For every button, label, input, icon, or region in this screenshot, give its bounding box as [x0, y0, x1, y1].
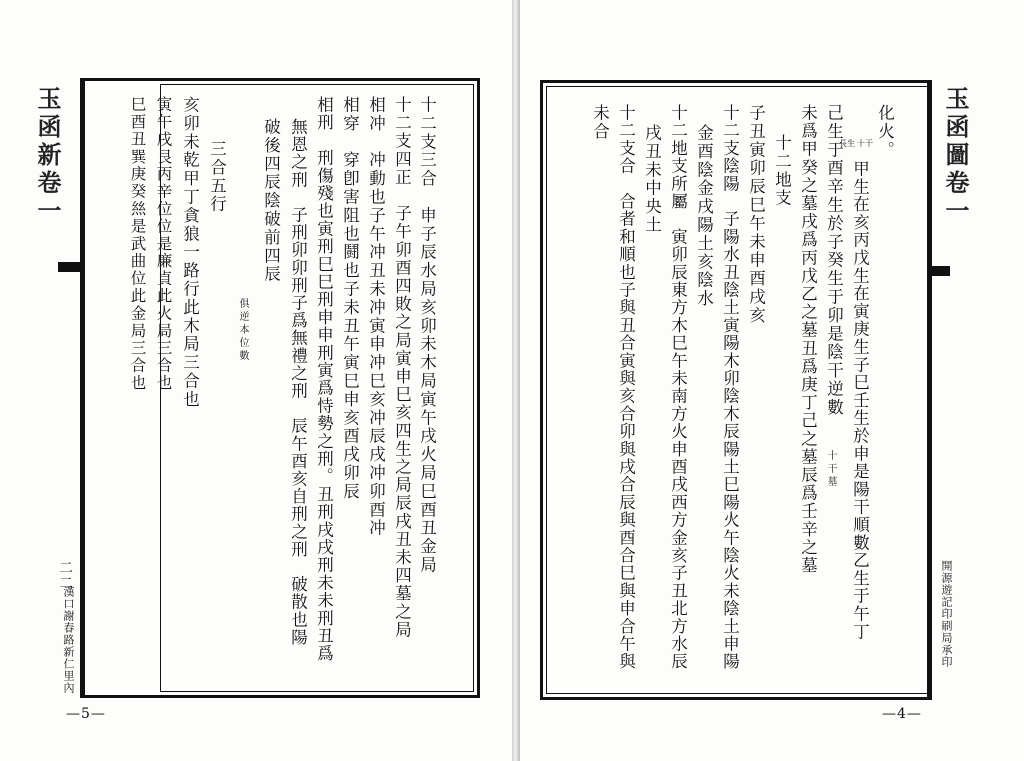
left-col-2: 十二支四正 子午卯酉四敗之局寅申巳亥四生之局辰戌丑未四墓之局: [392, 96, 412, 639]
left-col-11: 巳酉丑巽庚癸𢇁是武曲位此金局三合也: [128, 96, 147, 392]
left-col-5: 相刑 刑傷殘也寅刑巳巳刑申申刑寅爲恃勢之刑。丑刑戌戌刑未未刑丑爲: [314, 96, 334, 663]
left-col-4: 相穿 穿卽害阻也鬪也子未丑午寅巳申亥酉戌卯辰: [340, 96, 360, 501]
right-col-3: 己生于酉辛生於子癸生于卯是陰干逆數: [824, 104, 844, 417]
left-col-7-note: 俱逆本位數: [237, 298, 248, 363]
left-imprint: 漢口謝春路新仁里內: [62, 586, 75, 694]
left-spine-fishtail: [58, 262, 80, 272]
right-imprint: 開源遊記印刷局承印: [940, 560, 953, 668]
right-col-9: 十二地支所屬 寅卯辰東方木巳午未南方火申酉戌西方金亥子丑北方水辰: [668, 104, 688, 671]
right-col-5: 十二地支: [772, 134, 792, 208]
left-running-head: 玉函新卷一: [33, 86, 62, 226]
left-col-10: 寅午戌艮丙辛位位是廉貞此火局三合也: [154, 96, 173, 392]
right-col-2-note-bottom: 長生: [839, 139, 855, 148]
left-col-7: 破後四辰陰破前四辰: [261, 118, 281, 284]
right-col-10: 戌丑未中央土: [642, 124, 662, 235]
right-col-2: 甲生在亥丙戊生在寅庚生子巳壬生於申是陽干順數乙生于午丁: [850, 160, 870, 641]
left-col-3: 相冲 冲動也子午冲丑未冲寅申冲巳亥冲辰戌冲卯酉冲: [366, 96, 386, 538]
left-col-6: 無恩之刑 子刑卯卯刑子爲無禮之刑 辰午酉亥自刑之刑 破散也陽: [288, 118, 308, 646]
right-page-number: —4—: [882, 706, 922, 722]
left-col-8: 三合五行: [207, 140, 227, 214]
left-page-number: —5—: [66, 706, 106, 722]
left-spine-number: 二二: [57, 560, 73, 592]
left-spine-rule: [80, 78, 82, 698]
right-col-1: 化火。: [875, 104, 895, 160]
right-col-12: 未合: [590, 104, 610, 141]
right-col-6: 子丑寅卯辰巳午未申酉戌亥: [746, 104, 766, 325]
right-spine-rule: [930, 80, 932, 700]
right-col-2-note-top: 十干: [857, 139, 873, 148]
left-col-1: 十二支三合 申子辰水局亥卯未木局寅午戌火局巳酉丑金局: [417, 96, 437, 575]
right-spine-fishtail: [932, 266, 950, 276]
right-col-8: 金酉陰金戌陽土亥陰水: [694, 124, 714, 308]
right-page: [520, 0, 1024, 761]
right-col-11: 十二支合 合者和順也子與丑合寅與亥合卯與戌合辰與酉合巳與申合午與: [616, 104, 636, 671]
left-col-9: 亥卯未乾甲丁貪狼一路行此木局三合也: [180, 96, 200, 409]
right-col-7: 十二支陰陽 子陽水丑陰土寅陽木卯陰木辰陽土巳陽火午陰火未陰土申陽: [720, 104, 740, 671]
right-col-3-note: 十干墓: [825, 450, 836, 489]
right-running-head: 玉函圖卷一: [941, 86, 970, 226]
right-col-4: 未爲甲癸之墓戌爲丙戊乙之墓丑爲庚丁己之墓辰爲壬辛之墓: [798, 104, 818, 575]
book-gutter: [512, 0, 520, 761]
